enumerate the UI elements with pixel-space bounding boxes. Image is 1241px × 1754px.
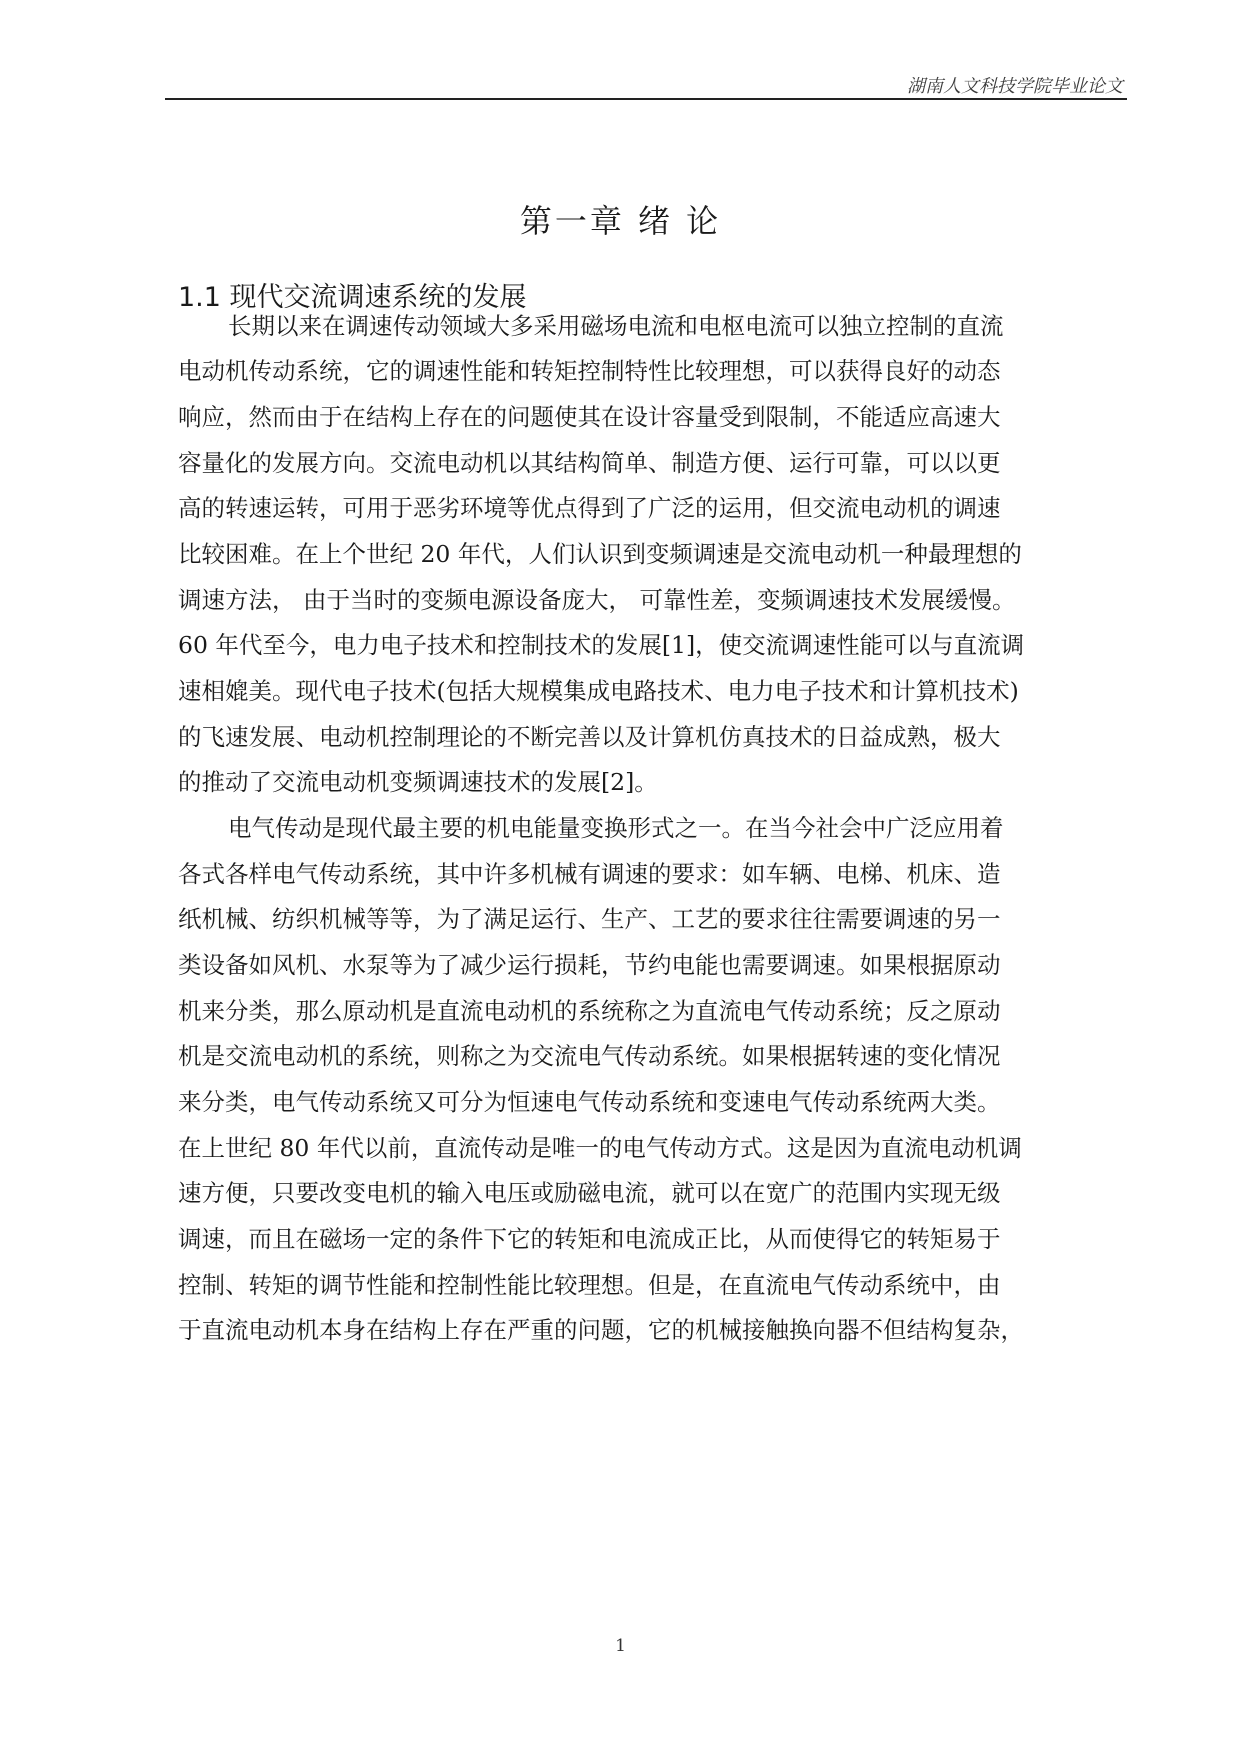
text-line: 控制、转矩的调节性能和控制性能比较理想。但是，在直流电气传动系统中，由 bbox=[178, 1271, 1001, 1299]
text-line: 高的转速运转，可用于恶劣环境等优点得到了广泛的运用，但交流电动机的调速 bbox=[178, 494, 1001, 522]
text-line: 机是交流电动机的系统，则称之为交流电气传动系统。如果根据转速的变化情况 bbox=[178, 1042, 1001, 1070]
text-line: 调速方法， 由于当时的变频电源设备庞大， 可靠性差，变频调速技术发展缓慢。 bbox=[178, 586, 1016, 614]
page-number: 1 bbox=[615, 1636, 626, 1656]
text-line: 容量化的发展方向。交流电动机以其结构简单、制造方便、运行可靠，可以以更 bbox=[178, 449, 1001, 477]
text-line: 类设备如风机、水泵等为了减少运行损耗，节约电能也需要调速。如果根据原动 bbox=[178, 951, 1001, 979]
running-title: 湖南人文科技学院毕业论文 bbox=[907, 76, 1123, 97]
text-line: 来分类，电气传动系统又可分为恒速电气传动系统和变速电气传动系统两大类。 bbox=[178, 1088, 1001, 1116]
text-line: 速方便，只要改变电机的输入电压或励磁电流，就可以在宽广的范围内实现无级 bbox=[178, 1179, 1001, 1207]
text-line: 响应，然而由于在结构上存在的问题使其在设计容量受到限制，不能适应高速大 bbox=[178, 403, 1001, 431]
text-line: 的飞速发展、电动机控制理论的不断完善以及计算机仿真技术的日益成熟，极大 bbox=[178, 723, 1001, 751]
text-line: 在上世纪 80 年代以前，直流传动是唯一的电气传动方式。这是因为直流电动机调 bbox=[178, 1134, 1022, 1162]
text-line: 的推动了交流电动机变频调速技术的发展[2]。 bbox=[178, 768, 658, 796]
text-line: 电动机传动系统，它的调速性能和转矩控制特性比较理想，可以获得良好的动态 bbox=[178, 357, 1001, 385]
text-line: 速相媲美。现代电子技术(包括大规模集成电路技术、电力电子技术和计算机技术) bbox=[178, 677, 1019, 705]
text-line: 调速，而且在磁场一定的条件下它的转矩和电流成正比，从而使得它的转矩易于 bbox=[178, 1225, 1001, 1253]
text-line: 纸机械、纺织机械等等，为了满足运行、生产、工艺的要求往往需要调速的另一 bbox=[178, 905, 1001, 933]
text-line: 机来分类，那么原动机是直流电动机的系统称之为直流电气传动系统；反之原动 bbox=[178, 997, 1001, 1025]
text-line: 各式各样电气传动系统，其中许多机械有调速的要求：如车辆、电梯、机床、造 bbox=[178, 860, 1001, 888]
section-heading: 1.1 现代交流调速系统的发展 bbox=[178, 282, 527, 313]
text-line: 60 年代至今，电力电子技术和控制技术的发展[1]，使交流调速性能可以与直流调 bbox=[178, 631, 1025, 659]
text-line: 电气传动是现代最主要的机电能量变换形式之一。在当今社会中广泛应用着 bbox=[228, 814, 1004, 842]
text-line: 于直流电动机本身在结构上存在严重的问题，它的机械接触换向器不但结构复杂， bbox=[178, 1316, 1024, 1344]
text-line: 长期以来在调速传动领域大多采用磁场电流和电枢电流可以独立控制的直流 bbox=[228, 312, 1004, 340]
chapter-title: 第一章 绪 论 bbox=[519, 202, 722, 240]
header-divider bbox=[165, 98, 1127, 100]
text-line: 比较困难。在上个世纪 20 年代，人们认识到变频调速是交流电动机一种最理想的 bbox=[178, 540, 1022, 568]
